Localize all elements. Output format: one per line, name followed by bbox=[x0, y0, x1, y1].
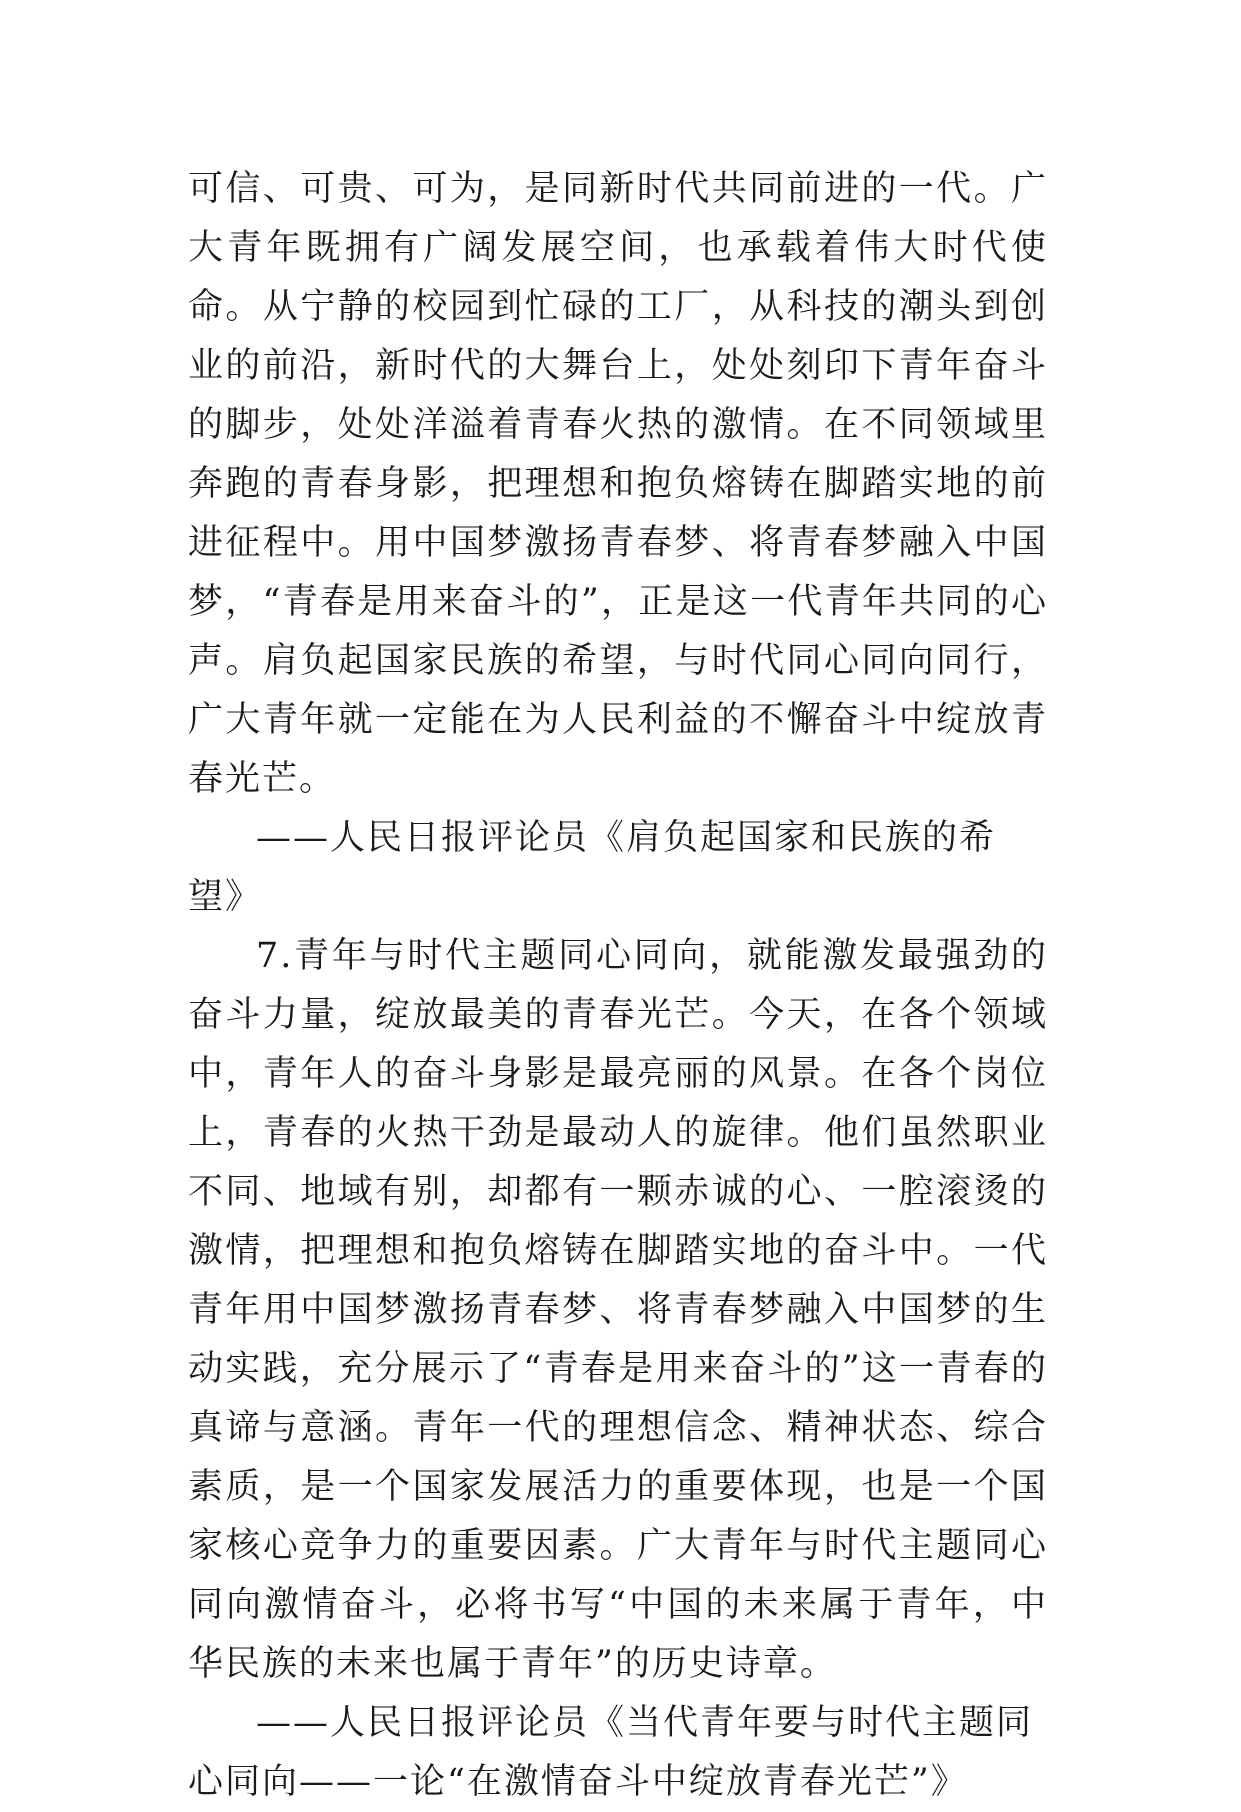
paragraph-1: 可信、可贵、可为，是同新时代共同前进的一代。广大青年既拥有广阔发展空间，也承载着伟大时代使命。从宁静的校园到忙碌的工厂，从科技的潮头到创业的前沿，新时代的大舞台上，处处刻印下青年奋斗的脚步，处处洋溢着青春火热的激情。在不同领域里奔跑的青春身影，把理想和抱负熔铸在脚踏实地的前进征程中。用中国梦激扬青春梦、将青春梦融入中国梦，“青春是用来奋斗的”，正是这一代青年共同的心声。肩负起国家民族的希望，与时代同心同向同行，广大青年就一定能在为人民利益的不懈奋斗中绽放青春光芒。 bbox=[188, 169, 1048, 799]
paragraph-2: 7.青年与时代主题同心同向，就能激发最强劲的奋斗力量，绽放最美的青春光芒。今天，在各个领域中，青年人的奋斗身影是最亮丽的风景。在各个岗位上，青春的火热干劲是最动人的旋律。他们虽然职业不同、地域有别，却都有一颗赤诚的心、一腔滚烫的激情，把理想和抱负熔铸在脚踏实地的奋斗中。一代青年用中国梦激扬青春梦、将青春梦融入中国梦的生动实践，充分展示了“青春是用来奋斗的”这一青春的真谛与意涵。青年一代的理想信念、精神状态、综合素质，是一个国家发展活力的重要体现，也是一个国家核心竞争力的重要因素。广大青年与时代主题同心同向激情奋斗，必将书写“中国的未来属于青年，中华民族的未来也属于青年”的历史诗章。 bbox=[188, 936, 1048, 1684]
citation-2: ——人民日报评论员《当代青年要与时代主题同心同向——一论“在激情奋斗中绽放青春光芒”》 bbox=[188, 1703, 1034, 1802]
citation-1: ——人民日报评论员《肩负起国家和民族的希望》 bbox=[188, 818, 997, 917]
document-body bbox=[188, 160, 1048, 1812]
